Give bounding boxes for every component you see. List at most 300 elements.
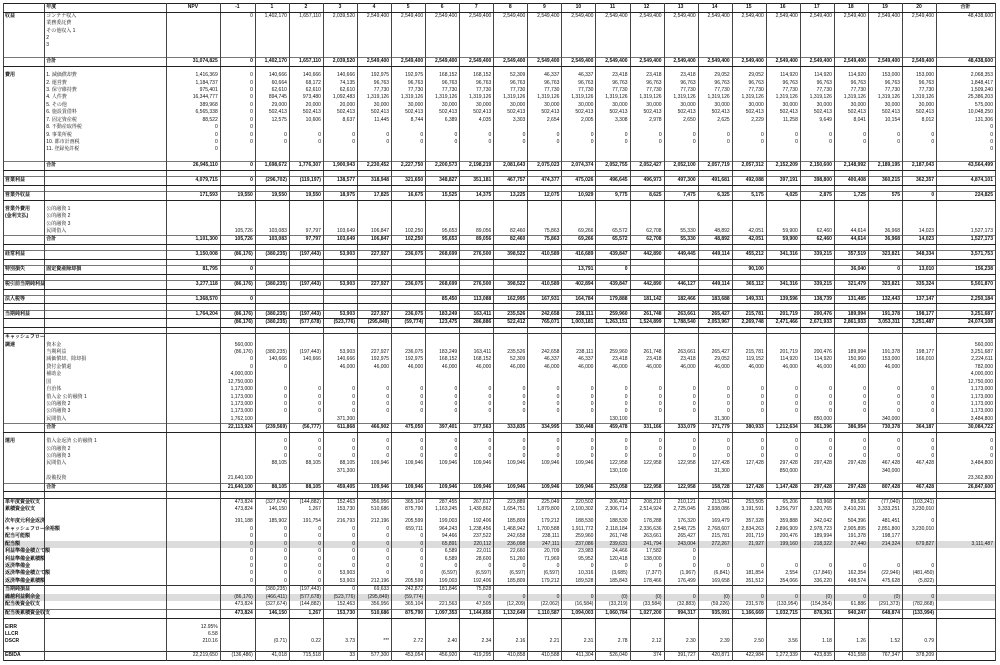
cell-value: 238,111 — [562, 349, 596, 356]
cell-value: (197,443) — [289, 586, 323, 594]
cell-value: 1,267 — [289, 609, 323, 618]
row-category: 配当後累積資金収支 — [4, 609, 45, 618]
cell-value: 0 — [460, 401, 494, 408]
cell-value: 13,225 — [494, 191, 528, 200]
cell-value: 75,863 — [528, 228, 562, 236]
cell-value — [698, 334, 732, 342]
cell-value — [868, 20, 902, 27]
cell-value: (17,846) — [800, 570, 834, 577]
cell-value: 502,413 — [800, 109, 834, 116]
cell-value: 502,413 — [323, 109, 357, 116]
cell-value: 467,757 — [494, 177, 528, 186]
cell-value — [937, 206, 996, 213]
cell-value: 53,903 — [323, 570, 357, 577]
cell-value: (119,197) — [289, 177, 323, 186]
row-label — [45, 310, 167, 319]
cell-value: 109,946 — [392, 460, 426, 467]
cell-value: 17,582 — [630, 548, 664, 555]
cell-value: 1,092,483 — [323, 94, 357, 101]
row-label — [45, 251, 167, 260]
header-col: 8 — [494, 4, 528, 13]
row-category: (金利支払) — [4, 213, 45, 220]
cell-value: 1,762,100 — [220, 416, 255, 424]
cell-value: 272,267 — [698, 541, 732, 548]
cell-value — [834, 416, 868, 424]
cell-value — [426, 154, 460, 162]
cell-value — [358, 206, 392, 213]
cell-value: 0 — [426, 386, 460, 393]
cell-value: 0 — [167, 132, 221, 139]
table-row — [4, 334, 996, 342]
cell-value — [323, 154, 357, 162]
cell-value — [834, 28, 868, 35]
cell-value — [664, 342, 698, 349]
cell-value: (144,882) — [289, 601, 323, 609]
cell-value: 2,549,400 — [868, 12, 902, 20]
cell-value: 2,549,400 — [630, 58, 664, 67]
cell-value — [664, 50, 698, 58]
cell-value: 14,023 — [903, 236, 937, 245]
cell-value — [698, 42, 732, 49]
cell-value: 0 — [664, 139, 698, 146]
cell-value: 0 — [868, 453, 902, 460]
cell-value: 0 — [289, 541, 323, 548]
cell-value — [562, 379, 596, 386]
cell-value: (6,597) — [426, 570, 460, 577]
cell-value — [732, 124, 766, 131]
cell-value: 146,150 — [255, 506, 289, 513]
cell-value — [220, 453, 255, 460]
cell-value: 3.73 — [323, 638, 357, 645]
row-category — [4, 102, 45, 109]
cell-value: 15,525 — [426, 191, 460, 200]
cell-value — [528, 221, 562, 228]
cell-value: 65,891 — [426, 541, 460, 548]
cell-value: 77,730 — [766, 87, 800, 94]
cell-value: 0 — [323, 401, 357, 408]
cell-value — [664, 624, 698, 631]
cell-value — [392, 295, 426, 304]
cell-value — [732, 631, 766, 638]
cell-value: 0 — [630, 386, 664, 393]
header-col: 4 — [358, 4, 392, 13]
cell-value — [426, 42, 460, 49]
cell-value — [937, 570, 996, 577]
row-category — [4, 319, 45, 328]
cell-value — [460, 475, 494, 483]
cell-value: 410,589 — [528, 280, 562, 289]
cell-value: 2,549,400 — [562, 58, 596, 67]
cell-value: 0 — [766, 438, 800, 445]
cell-value — [937, 533, 996, 540]
cell-value: 109,946 — [562, 483, 596, 492]
cell-value: 201,719 — [766, 310, 800, 319]
cell-value: 0 — [220, 109, 255, 116]
cell-value — [562, 35, 596, 42]
cell-value: 0 — [903, 191, 937, 200]
cell-value — [392, 342, 426, 349]
cell-value: 0 — [220, 94, 255, 101]
cell-value: 449,114 — [698, 280, 732, 289]
cell-value — [528, 342, 562, 349]
cell-value — [800, 631, 834, 638]
cell-value: 2,978,723 — [800, 526, 834, 533]
cell-value: 242,658 — [494, 533, 528, 540]
cell-value: 120,418 — [596, 556, 630, 563]
cell-value: 807,428 — [868, 483, 902, 492]
cell-value: 1,509,240 — [937, 87, 996, 94]
cell-value: 119,152 — [732, 356, 766, 363]
cell-value: 261,748 — [596, 533, 630, 540]
cell-value — [528, 42, 562, 49]
cell-value: 0 — [323, 438, 357, 445]
cell-value: 1,402,170 — [255, 12, 289, 20]
cell-value — [220, 586, 255, 594]
cell-value: 169,658 — [698, 578, 732, 586]
row-category: 配当可能額 — [4, 533, 45, 540]
cell-value — [426, 371, 460, 378]
cell-value — [220, 624, 255, 631]
cell-value: 0 — [834, 594, 868, 601]
cell-value — [358, 50, 392, 58]
cell-value — [358, 20, 392, 27]
cell-value: 0.22 — [289, 638, 323, 645]
cell-value: 20,709 — [528, 548, 562, 555]
cell-value: (86,176) — [220, 594, 255, 601]
cell-value: 127,428 — [698, 460, 732, 467]
cell-value: 342,042 — [800, 518, 834, 525]
cell-value: 0 — [664, 438, 698, 445]
table-row — [4, 371, 996, 378]
cell-value — [167, 541, 221, 548]
cell-value — [289, 468, 323, 475]
cell-value: 221,563 — [426, 601, 460, 609]
cell-value — [800, 146, 834, 153]
cell-value: 0 — [289, 438, 323, 445]
cell-value: (782,868) — [903, 601, 937, 609]
cell-value — [460, 124, 494, 131]
cell-value: 77,730 — [868, 87, 902, 94]
cell-value: 502,413 — [528, 109, 562, 116]
cell-value: 0 — [289, 570, 323, 577]
cell-value — [167, 438, 221, 445]
cell-value — [664, 586, 698, 594]
cell-value: 2,549,400 — [460, 12, 494, 20]
cell-value — [903, 221, 937, 228]
cell-value — [494, 631, 528, 638]
cell-value: 502,413 — [255, 109, 289, 116]
cell-value — [255, 334, 289, 342]
cell-value: 0 — [766, 139, 800, 146]
cell-value: 169,479 — [698, 518, 732, 525]
cell-value: 46,000 — [834, 364, 868, 371]
cell-value — [766, 371, 800, 378]
cell-value: 2,549,400 — [698, 58, 732, 67]
cell-value: 0 — [358, 556, 392, 563]
cell-value — [800, 342, 834, 349]
cell-value: 0 — [596, 266, 630, 275]
cell-value — [937, 42, 996, 49]
cell-value — [630, 221, 664, 228]
cell-value: 1,725 — [834, 191, 868, 200]
cell-value: 0 — [766, 446, 800, 453]
cell-value — [868, 371, 902, 378]
cell-value — [766, 624, 800, 631]
cell-value — [664, 416, 698, 424]
cell-value: 95,653 — [426, 236, 460, 245]
cell-value: 178,288 — [630, 518, 664, 525]
cell-value: 2,549,400 — [868, 58, 902, 67]
cell-value: 1,060,784 — [596, 609, 630, 618]
cell-value: 297,428 — [834, 460, 868, 467]
cell-value — [596, 334, 630, 342]
cell-value: 48,892 — [698, 228, 732, 236]
cell-value: 0 — [698, 453, 732, 460]
cell-value: 0 — [834, 132, 868, 139]
row-label: 公的融資 3 — [45, 221, 167, 228]
cell-value: 0 — [698, 408, 732, 415]
cell-value — [289, 631, 323, 638]
cell-value: 19,550 — [289, 191, 323, 200]
cell-value: 0 — [698, 401, 732, 408]
cell-value: 30,000 — [698, 102, 732, 109]
cell-value: 0 — [460, 594, 494, 601]
cell-value: 1,911,772 — [562, 526, 596, 533]
cell-value: 176,320 — [664, 518, 698, 525]
cell-value — [323, 334, 357, 342]
cell-value: 0 — [255, 563, 289, 570]
cell-value: 1,764,204 — [167, 310, 221, 319]
cell-value: 2,549,400 — [392, 58, 426, 67]
cell-value: (0) — [630, 594, 664, 601]
cell-value: 10,048,250 — [937, 109, 996, 116]
cell-value: 2,189,195 — [868, 162, 902, 171]
cell-value: 767,347 — [868, 651, 902, 660]
row-label — [45, 609, 167, 618]
cell-value: 1,319,126 — [800, 94, 834, 101]
cell-value: 182,466 — [664, 295, 698, 304]
cell-value — [834, 334, 868, 342]
cell-value: 53,903 — [323, 349, 357, 356]
cell-value — [903, 35, 937, 42]
cell-value: 467,428 — [868, 460, 902, 467]
table-row — [4, 109, 996, 116]
table-row — [4, 310, 996, 319]
cell-value: 339,215 — [800, 280, 834, 289]
cell-value — [528, 371, 562, 378]
cell-value: (22,946) — [868, 570, 902, 577]
cell-value: 455,212 — [732, 251, 766, 260]
cell-value: 439,847 — [596, 280, 630, 289]
cell-value: 356,956 — [358, 498, 392, 506]
cell-value: (296,702) — [255, 177, 289, 186]
cell-value: 69,266 — [562, 228, 596, 236]
table-row — [4, 548, 996, 555]
cell-value: 2,549,400 — [732, 58, 766, 67]
cell-value — [426, 624, 460, 631]
cell-value: (77,040) — [868, 498, 902, 506]
cell-value — [903, 28, 937, 35]
row-label — [45, 651, 167, 660]
cell-value — [460, 206, 494, 213]
row-label: 公的融資 2 — [45, 213, 167, 220]
cell-value: 3,320,765 — [800, 506, 834, 513]
cell-value: 146,150 — [255, 609, 289, 618]
cell-value: 0 — [596, 139, 630, 146]
cell-value: 459,405 — [323, 483, 357, 492]
cell-value: 1,527,173 — [937, 228, 996, 236]
row-label: 民間借入 — [45, 416, 167, 424]
cell-value: 496,645 — [596, 177, 630, 186]
cell-value: 356,956 — [358, 601, 392, 609]
cell-value: 9,775 — [596, 191, 630, 200]
header-col: 2 — [289, 4, 323, 13]
cell-value — [255, 50, 289, 58]
table-row — [4, 394, 996, 401]
cell-value: 106,847 — [358, 236, 392, 245]
cell-value: 114,920 — [766, 72, 800, 79]
table-row — [4, 177, 996, 186]
cell-value: 0 — [630, 132, 664, 139]
row-label — [45, 191, 167, 200]
cell-value — [494, 475, 528, 483]
cell-value — [426, 416, 460, 424]
cell-value — [289, 154, 323, 162]
row-category — [4, 162, 45, 171]
row-label — [45, 280, 167, 289]
cell-value: 238,111 — [528, 533, 562, 540]
cell-value: 502,413 — [766, 109, 800, 116]
cell-value — [167, 424, 221, 433]
cell-value: 183,249 — [426, 349, 460, 356]
cell-value: 212,196 — [358, 518, 392, 525]
cell-value: 191,188 — [220, 518, 255, 525]
cell-value: 1,319,126 — [903, 94, 937, 101]
cell-value — [664, 266, 698, 275]
cell-value: (86,176) — [220, 319, 255, 328]
cell-value — [426, 221, 460, 228]
cell-value — [834, 146, 868, 153]
cell-value — [426, 342, 460, 349]
cell-value — [289, 342, 323, 349]
cell-value: 0 — [664, 594, 698, 601]
cell-value: 2,549,400 — [834, 58, 868, 67]
cell-value — [937, 334, 996, 342]
row-label: その他収入 1 — [45, 28, 167, 35]
cell-value — [937, 50, 996, 58]
cell-value: 1,654,751 — [494, 506, 528, 513]
cell-value: 1,319,126 — [426, 94, 460, 101]
cell-value: 0 — [834, 438, 868, 445]
cell-value — [528, 334, 562, 342]
cell-value: 236,075 — [392, 280, 426, 289]
cell-value: 0 — [732, 453, 766, 460]
cell-value: 0 — [800, 386, 834, 393]
table-row — [4, 236, 996, 245]
cell-value: 206,412 — [596, 498, 630, 506]
cell-value: 60,664 — [255, 80, 289, 87]
table-row — [4, 651, 996, 660]
cell-value — [460, 50, 494, 58]
cell-value: 0 — [323, 541, 357, 548]
cell-value — [528, 35, 562, 42]
cell-value — [868, 154, 902, 162]
cell-value: 1,319,126 — [494, 94, 528, 101]
cell-value: 0 — [392, 570, 426, 577]
cell-value — [255, 221, 289, 228]
cell-value: 0 — [358, 139, 392, 146]
cell-value — [528, 146, 562, 153]
cell-value: 0 — [255, 570, 289, 577]
header-col: 16 — [766, 4, 800, 13]
cell-value: 46,000 — [596, 364, 630, 371]
cell-value — [630, 154, 664, 162]
cell-value — [323, 50, 357, 58]
cell-value — [664, 468, 698, 475]
cell-value: 2,549,400 — [494, 58, 528, 67]
table-row — [4, 638, 996, 645]
cell-value: 96,763 — [800, 80, 834, 87]
cell-value: 215,781 — [732, 349, 766, 356]
cell-value: 236,075 — [392, 310, 426, 319]
cell-value — [167, 213, 221, 220]
cell-value: 1,101,300 — [167, 236, 221, 245]
cell-value — [358, 295, 392, 304]
cell-value: 11,258 — [766, 117, 800, 124]
cell-value — [167, 468, 221, 475]
cell-value — [800, 28, 834, 35]
cell-value: 205,599 — [392, 578, 426, 586]
cell-value — [630, 206, 664, 213]
cell-value — [323, 342, 357, 349]
cell-value: 0 — [732, 563, 766, 570]
cell-value — [167, 364, 221, 371]
cell-value — [834, 213, 868, 220]
cell-value: 362,357 — [903, 177, 937, 186]
row-label: 5. その他 — [45, 102, 167, 109]
cell-value: 189,994 — [834, 310, 868, 319]
cell-value: 0 — [562, 453, 596, 460]
table-row — [4, 453, 996, 460]
cell-value — [903, 364, 937, 371]
cell-value: 1,110,587 — [528, 609, 562, 618]
cell-value — [732, 206, 766, 213]
table-row — [4, 364, 996, 371]
cell-value: 0 — [596, 453, 630, 460]
cell-value: 189,528 — [562, 578, 596, 586]
cell-value: 2,875 — [800, 191, 834, 200]
cell-value: 220,502 — [562, 498, 596, 506]
cell-value — [167, 601, 221, 609]
cell-value: 491,681 — [698, 177, 732, 186]
header-col: 20 — [903, 4, 937, 13]
cell-value: 2.31 — [562, 638, 596, 645]
cell-value: 1,184,737 — [167, 80, 221, 87]
cell-value — [903, 206, 937, 213]
cell-value: 0 — [289, 556, 323, 563]
cell-value: 29,052 — [698, 356, 732, 363]
cell-value: 473,824 — [220, 498, 255, 506]
cell-value: 0 — [834, 453, 868, 460]
cell-value: 30,000 — [903, 102, 937, 109]
cell-value: 189,994 — [800, 533, 834, 540]
cell-value: 263,661 — [664, 349, 698, 356]
cell-value: 1,003,181 — [562, 319, 596, 328]
cell-value — [562, 20, 596, 27]
cell-value: 164,784 — [562, 295, 596, 304]
cell-value: 85,450 — [426, 295, 460, 304]
cell-value — [903, 475, 937, 483]
